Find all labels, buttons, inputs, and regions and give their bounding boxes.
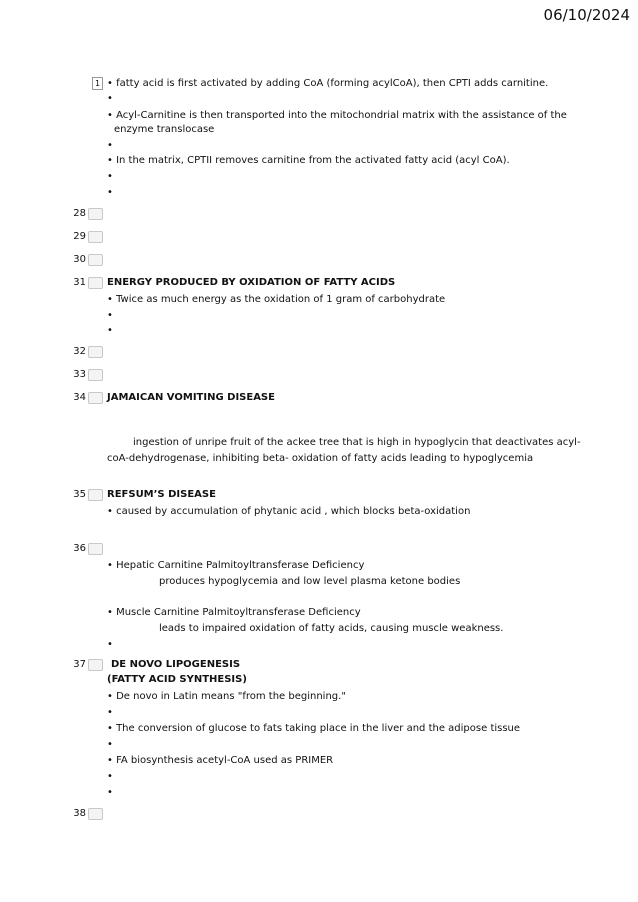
slide-checkbox[interactable]	[88, 489, 103, 501]
slide-number: 36	[73, 543, 86, 554]
slide-checkbox[interactable]	[88, 543, 103, 555]
text-line: •	[107, 771, 113, 782]
text-line: •	[107, 171, 113, 182]
text-line: • fatty acid is first activated by adding CoA (forming acylCoA), then CPTI adds carnitine.	[107, 78, 549, 89]
text-line: •	[107, 739, 113, 750]
slide-number: 37	[73, 659, 86, 670]
text-line: • Muscle Carnitine Palmitoyltransferase Deficiency	[107, 607, 361, 618]
date: 06/10/2024	[543, 6, 630, 24]
heading: DE NOVO LIPOGENESIS	[111, 659, 241, 670]
slide-checkbox[interactable]	[88, 254, 103, 266]
text-line: • FA biosynthesis acetyl-CoA used as PRIMER	[107, 755, 334, 766]
text-line: enzyme translocase	[114, 124, 215, 135]
slide-checkbox[interactable]	[88, 808, 103, 820]
slide-number: 32	[73, 346, 86, 357]
slide-checkbox[interactable]	[88, 392, 103, 404]
text-line: • caused by accumulation of phytanic acid , which blocks beta-oxidation	[107, 506, 471, 517]
text-line: coA-dehydrogenase, inhibiting beta- oxidation of fatty acids leading to hypoglycemia	[107, 453, 534, 464]
slide-number: 33	[73, 369, 86, 380]
text-line: •	[107, 325, 113, 336]
subheading: (FATTY ACID SYNTHESIS)	[107, 674, 247, 685]
text-line: •	[107, 787, 113, 798]
text-line: • Twice as much energy as the oxidation of 1 gram of carbohydrate	[107, 294, 446, 305]
slide-number: 30	[73, 254, 86, 265]
text-line: •	[107, 187, 113, 198]
slide-number: 34	[73, 392, 86, 403]
text-line: •	[107, 140, 113, 151]
slide-1-marker[interactable]: 1	[92, 77, 103, 90]
heading: REFSUM’S DISEASE	[107, 489, 216, 500]
slide-checkbox[interactable]	[88, 346, 103, 358]
slide-number: 38	[73, 808, 86, 819]
slide-number: 31	[73, 277, 86, 288]
text-line: leads to impaired oxidation of fatty acids, causing muscle weakness.	[159, 623, 504, 634]
text-line: • De novo in Latin means "from the beginning."	[107, 691, 346, 702]
text-line: ingestion of unripe fruit of the ackee tree that is high in hypoglycin that deactivates acyl-	[133, 437, 581, 448]
text-line: • Acyl-Carnitine is then transported into the mitochondrial matrix with the assistance of the	[107, 110, 567, 121]
text-line: • In the matrix, CPTII removes carnitine from the activated fatty acid (acyl CoA).	[107, 155, 510, 166]
heading: ENERGY PRODUCED BY OXIDATION OF FATTY ACIDS	[107, 277, 396, 288]
slide-checkbox[interactable]	[88, 231, 103, 243]
slide-number: 29	[73, 231, 86, 242]
text-line: •	[107, 310, 113, 321]
text-line: •	[107, 93, 113, 104]
text-line: • The conversion of glucose to fats taking place in the liver and the adipose tissue	[107, 723, 521, 734]
slide-checkbox[interactable]	[88, 208, 103, 220]
text-line: •	[107, 707, 113, 718]
text-line: •	[107, 639, 113, 650]
slide-checkbox[interactable]	[88, 659, 103, 671]
text-line: produces hypoglycemia and low level plasma ketone bodies	[159, 576, 461, 587]
slide-checkbox[interactable]	[88, 369, 103, 381]
slide-number: 35	[73, 489, 86, 500]
text-line: • Hepatic Carnitine Palmitoyltransferase Deficiency	[107, 560, 365, 571]
slide-number: 28	[73, 208, 86, 219]
heading: JAMAICAN VOMITING DISEASE	[107, 392, 275, 403]
slide-checkbox[interactable]	[88, 277, 103, 289]
